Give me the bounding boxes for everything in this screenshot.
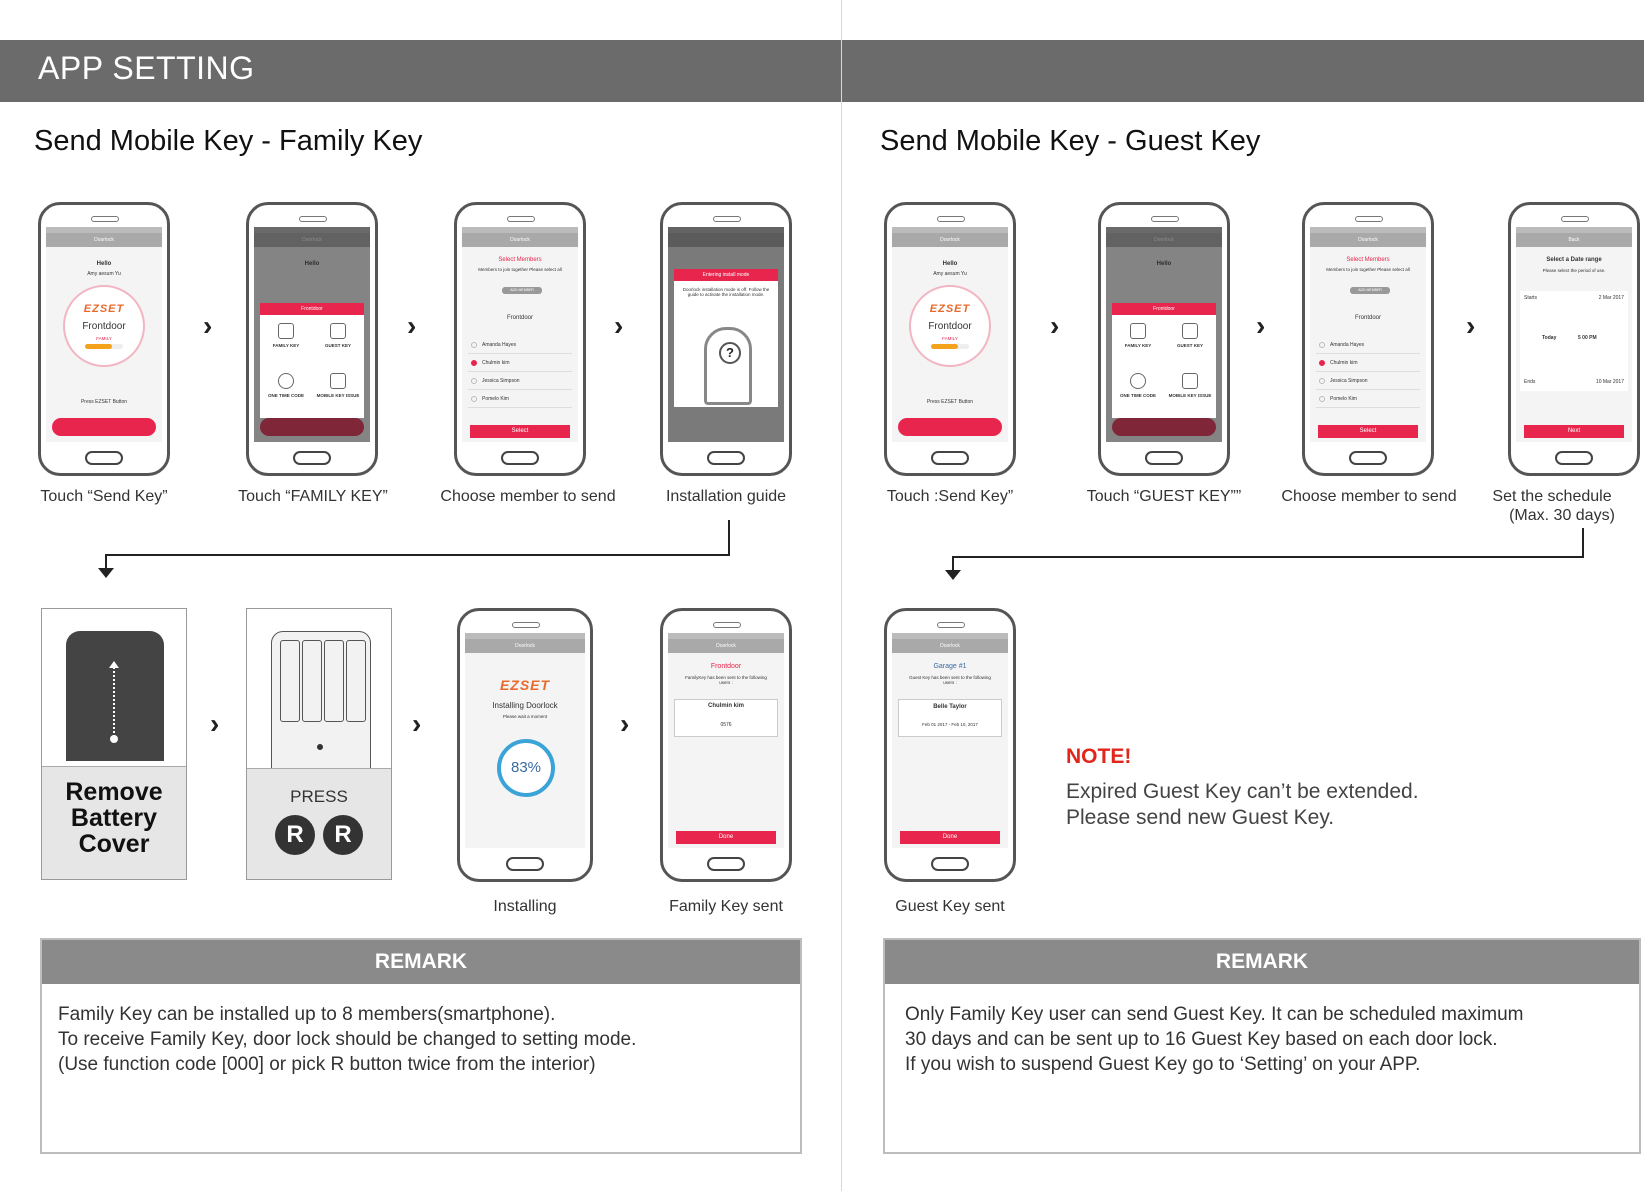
phone-date-range: Back Select a Date range Please select the period of use. Starts 2 Mar 2017 Today 5 00 PM Ends 10 Mar 2017 Next (1508, 202, 1640, 476)
lock-body-image (66, 631, 164, 761)
page-title: APP SETTING (38, 50, 255, 86)
clock-icon (1130, 373, 1146, 389)
arrow-down-icon (945, 570, 961, 580)
caption-step: Touch “FAMILY KEY” (238, 488, 388, 505)
member-row[interactable]: Jessica Simpson (1316, 373, 1420, 390)
select-button[interactable]: Select (470, 425, 570, 438)
note-title: NOTE! (1066, 745, 1132, 768)
lock-illustration (704, 327, 752, 405)
caption-step: Choose member to send (440, 488, 616, 505)
r-button-icon: R (275, 815, 315, 855)
phone-select-members: Doorlock Select Members Members to join together Please select all ADD MEMBER Frontdoor Amanda Hayes Chulmin kim Jessica Simpson Pomelo Kim Select (1302, 202, 1434, 476)
phone-guest-key-sent: Doorlock Garage #1 Guest Key has been sent to the following users : Belle Taylor Feb 01 2017 - Feb 10, 2017 Done (884, 608, 1016, 882)
chevron-right-icon: › (1466, 310, 1476, 341)
member-row[interactable]: Amanda Hayes (468, 337, 572, 354)
phone-installing: Doorlock EZSET Installing Doorlock Please wait a moment 83% (457, 608, 593, 882)
caption-step: Guest Key sent (895, 898, 1005, 915)
home-button (707, 451, 745, 465)
phone-home-screen: Doorlock Hello Amy aesum Yu EZSET Frontdoor FAMILY Press EZSET Button (884, 202, 1016, 476)
home-button (293, 451, 331, 465)
mobile-key-issue-option[interactable]: MOBILE KEY ISSUE (1164, 365, 1216, 415)
family-section-title: Send Mobile Key - Family Key (34, 125, 423, 157)
chevron-right-icon: › (1050, 310, 1060, 341)
battery-compartment-image (271, 631, 371, 773)
select-button[interactable]: Select (1318, 425, 1418, 438)
r-button-icon: R (323, 815, 363, 855)
recipient-card: Chulmin kim 0576 (674, 699, 778, 737)
member-row[interactable]: Jessica Simpson (468, 373, 572, 390)
caption-step: Choose member to send (1281, 488, 1457, 505)
date-picker[interactable]: Starts 2 Mar 2017 Today 5 00 PM Ends 10 Mar 2017 (1520, 291, 1628, 391)
chevron-right-icon: › (407, 310, 417, 341)
chevron-right-icon: › (203, 310, 213, 341)
mobile-key-issue-option[interactable]: MOBILE KEY ISSUE (312, 365, 364, 415)
key-menu-popup: Frontdoor FAMILY KEY GUEST KEY ONE TIME CODE MOBILE KEY ISSUE (260, 303, 364, 418)
done-button[interactable]: Done (676, 831, 776, 844)
arrow-up-icon (109, 661, 119, 668)
recipient-card: Belle Taylor Feb 01 2017 - Feb 10, 2017 (898, 699, 1002, 737)
home-button (1555, 451, 1593, 465)
guest-section-title: Send Mobile Key - Guest Key (880, 125, 1261, 157)
calendar-icon (330, 323, 346, 339)
person-icon (1130, 323, 1146, 339)
note-body: Expired Guest Key can’t be extended. Please send new Guest Key. (1066, 780, 1419, 829)
caption-step: Touch “Send Key” (40, 488, 168, 505)
phone-select-members: Doorlock Select Members Members to join together Please select all ADD MEMBER Frontdoor Amanda Hayes Chulmin kim Jessica Simpson Pomelo Kim Select (454, 202, 586, 476)
one-time-code-option[interactable]: ONE TIME CODE (260, 365, 312, 415)
home-button (1145, 451, 1183, 465)
phone-key-menu (1098, 202, 1230, 476)
home-button (85, 451, 123, 465)
home-button (1349, 451, 1387, 465)
chevron-right-icon: › (620, 708, 630, 739)
home-button (931, 857, 969, 871)
battery-press-illustration: PRESS R R (246, 608, 392, 880)
done-button[interactable]: Done (900, 831, 1000, 844)
clock-icon (278, 373, 294, 389)
family-key-option[interactable]: FAMILY KEY (1112, 315, 1164, 365)
member-row[interactable]: Pomelo Kim (1316, 391, 1420, 408)
phone-icon (1182, 373, 1198, 389)
person-icon (278, 323, 294, 339)
caption-step: Family Key sent (669, 898, 783, 915)
phone-key-menu (246, 202, 378, 476)
install-guide-popup: Entering install mode Doorlock installation mode is off. Follow the guide to activate the installation mode. ? (674, 269, 778, 407)
member-row[interactable]: Pomelo Kim (468, 391, 572, 408)
phone-family-key-sent: Doorlock Frontdoor FamilyKey has been sent to the following users : Chulmin kim 0576 Done (660, 608, 792, 882)
phone-icon (330, 373, 346, 389)
chevron-right-icon: › (210, 708, 220, 739)
caption-step: Installation guide (665, 488, 787, 505)
bottom-tab-bar[interactable] (898, 418, 1002, 436)
guest-key-option[interactable]: GUEST KEY (312, 315, 364, 365)
remove-battery-cover-label: Remove Battery Cover (65, 778, 163, 858)
add-member-button[interactable]: ADD MEMBER (502, 287, 542, 294)
home-button (506, 857, 544, 871)
add-member-button[interactable]: ADD MEMBER (1350, 287, 1390, 294)
member-row[interactable]: Chulmin kim (1316, 355, 1420, 372)
chevron-right-icon: › (412, 708, 422, 739)
caption-step: Installing (493, 898, 557, 915)
phone-home-screen: Doorlock Hello Amy aesum Yu EZSET Frontdoor FAMILY Press EZSET Button (38, 202, 170, 476)
chevron-right-icon: › (614, 310, 624, 341)
home-button (931, 451, 969, 465)
arrow-down-icon (98, 568, 114, 578)
progress-ring: 83% (497, 739, 555, 797)
member-row[interactable]: Chulmin kim (468, 355, 572, 372)
guest-key-option[interactable]: GUEST KEY (1164, 315, 1216, 365)
question-icon: ? (719, 342, 741, 364)
member-row[interactable]: Amanda Hayes (1316, 337, 1420, 354)
one-time-code-option[interactable]: ONE TIME CODE (1112, 365, 1164, 415)
lock-status-circle[interactable]: EZSET Frontdoor FAMILY (63, 285, 145, 367)
chevron-right-icon: › (1256, 310, 1266, 341)
calendar-icon (1182, 323, 1198, 339)
remove-cover-illustration (41, 608, 187, 880)
lock-status-circle[interactable]: EZSET Frontdoor FAMILY (909, 285, 991, 367)
guest-remark-box: REMARK Only Family Key user can send Guest Key. It can be scheduled maximum 30 days and can be sent up to 16 Guest Key based on each door lock. If you wish to suspend Guest Key go to ‘Setting’ on your APP. (883, 938, 1641, 1154)
caption-step-sub: (Max. 30 days) (1509, 507, 1615, 524)
bottom-tab-bar[interactable] (52, 418, 156, 436)
phone-install-guide (660, 202, 792, 476)
next-button[interactable]: Next (1524, 425, 1624, 438)
caption-step: Touch “GUEST KEY”” (1086, 488, 1242, 505)
key-menu-popup: Frontdoor FAMILY KEY GUEST KEY ONE TIME CODE MOBILE KEY ISSUE (1112, 303, 1216, 418)
home-button (707, 857, 745, 871)
caption-step: Touch :Send Key” (886, 488, 1014, 505)
family-remark-box: REMARK Family Key can be installed up to 8 members(smartphone). To receive Family Key, door lock should be changed to setting mode. (Use function code [000] or pick R button twice from the interior) (40, 938, 802, 1154)
home-button (501, 451, 539, 465)
page-divider (841, 0, 842, 1191)
caption-step: Set the schedule (1492, 488, 1612, 505)
family-key-option[interactable]: FAMILY KEY (260, 315, 312, 365)
